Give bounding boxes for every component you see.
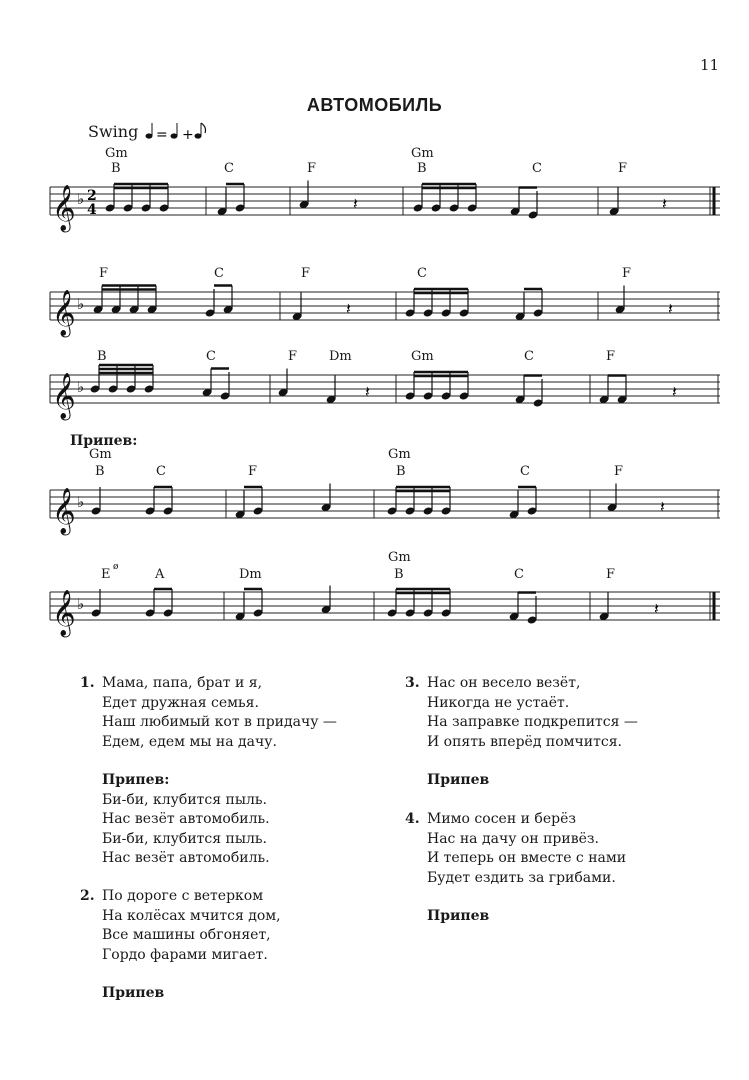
rest-icon: 𝄽 bbox=[353, 194, 358, 213]
chord-symbol: Gm bbox=[388, 447, 411, 462]
chord-symbol: F bbox=[618, 161, 628, 176]
chorus-heading: Припев: bbox=[102, 772, 170, 788]
chorus-line: Нас везёт автомобиль. bbox=[102, 850, 270, 866]
lyric-line: Никогда не устаёт. bbox=[427, 694, 570, 711]
chord-symbol: B bbox=[396, 464, 406, 479]
chorus-reference: Припев bbox=[427, 772, 490, 788]
chord-symbol: A bbox=[155, 567, 165, 582]
lyric-line: Едем, едем мы на дачу. bbox=[102, 733, 277, 750]
lyric-line: И опять вперёд помчится. bbox=[427, 733, 622, 750]
chorus-line: Нас везёт автомобиль. bbox=[102, 811, 270, 827]
chord-symbol: B bbox=[97, 349, 107, 364]
time-sig-bottom: 4 bbox=[87, 202, 97, 218]
lyric-line: На заправке подкрепится — bbox=[427, 714, 638, 730]
chorus-reference: Припев bbox=[102, 985, 165, 1001]
verse-3 bbox=[405, 674, 638, 791]
verse-2 bbox=[80, 887, 281, 1004]
rest-icon: 𝄽 bbox=[662, 194, 667, 213]
rest-icon: 𝄽 bbox=[365, 382, 370, 401]
chord-symbol: F bbox=[606, 567, 616, 582]
chord-symbol: F bbox=[614, 464, 624, 479]
chord-symbol: Gm bbox=[388, 550, 411, 565]
lyric-line: Нас на дачу он привёз. bbox=[427, 830, 599, 847]
rest-icon: 𝄽 bbox=[654, 599, 659, 618]
tempo-note-icon bbox=[146, 133, 153, 138]
tempo-plus: + bbox=[182, 127, 194, 143]
lyric-line: На колёсах мчится дом, bbox=[102, 907, 281, 924]
chord-symbol: C bbox=[156, 464, 166, 479]
rest-icon: 𝄽 bbox=[660, 497, 665, 516]
treble-clef-icon: 𝄞 bbox=[52, 590, 76, 636]
flat-sign-icon: ♭ bbox=[77, 595, 85, 613]
chord-symbol: C bbox=[532, 161, 542, 176]
lyric-line: Нас он весело везёт, bbox=[427, 675, 581, 691]
treble-clef-icon: 𝄞 bbox=[52, 290, 76, 336]
verse-number: 2. bbox=[80, 888, 95, 904]
chord-symbol: Gm bbox=[89, 447, 112, 462]
flat-sign-icon: ♭ bbox=[77, 378, 85, 396]
chorus-line: Би-би, клубится пыль. bbox=[102, 830, 267, 847]
chord-symbol: C bbox=[224, 161, 234, 176]
treble-clef-icon: 𝄞 bbox=[52, 185, 76, 231]
rest-icon: 𝄽 bbox=[672, 382, 677, 401]
lyric-line: По дороге с ветерком bbox=[102, 888, 264, 904]
page-number: 11 bbox=[700, 56, 720, 74]
lyric-line: И теперь он вместе с нами bbox=[427, 850, 627, 866]
verse-1 bbox=[80, 674, 337, 869]
chorus-reference: Припев bbox=[427, 908, 490, 924]
time-sig-top: 2 bbox=[87, 188, 97, 204]
lyric-line: Все машины обгоняет, bbox=[102, 927, 271, 943]
tempo-note-icon bbox=[195, 133, 202, 138]
chord-symbol: B bbox=[417, 161, 427, 176]
refrain-label: Припев: bbox=[70, 433, 138, 449]
half-diminished-icon: ø bbox=[113, 562, 119, 572]
chord-symbol: B bbox=[95, 464, 105, 479]
verse-number: 4. bbox=[405, 811, 420, 827]
chord-symbol: Dm bbox=[239, 567, 262, 582]
chord-symbol: F bbox=[622, 266, 632, 281]
lyric-line: Гордо фарами мигает. bbox=[102, 946, 268, 963]
lyric-line: Наш любимый кот в придачу — bbox=[102, 714, 337, 730]
tempo-equals: = bbox=[156, 127, 168, 143]
chord-symbol: F bbox=[606, 349, 616, 364]
lyric-line: Едет дружная семья. bbox=[102, 694, 259, 711]
chord-symbol: C bbox=[417, 266, 427, 281]
flat-sign-icon: ♭ bbox=[77, 493, 85, 511]
chord-symbol: F bbox=[301, 266, 311, 281]
chord-symbol: F bbox=[307, 161, 317, 176]
chord-symbol: Dm bbox=[329, 349, 352, 364]
chord-symbol: Gm bbox=[105, 146, 128, 161]
chord-symbol: C bbox=[206, 349, 216, 364]
rest-icon: 𝄽 bbox=[668, 299, 673, 318]
verse-number: 1. bbox=[80, 675, 95, 691]
chord-symbol: Gm bbox=[411, 146, 434, 161]
verse-4 bbox=[405, 810, 627, 927]
chord-symbol: C bbox=[514, 567, 524, 582]
chord-symbol: B bbox=[394, 567, 404, 582]
flat-sign-icon: ♭ bbox=[77, 190, 85, 208]
chord-symbol: C bbox=[214, 266, 224, 281]
chord-symbol: F bbox=[288, 349, 298, 364]
lyric-line: Будет ездить за грибами. bbox=[427, 869, 616, 886]
lyric-line: Мимо сосен и берёз bbox=[427, 811, 576, 827]
rest-icon: 𝄽 bbox=[346, 299, 351, 318]
treble-clef-icon: 𝄞 bbox=[52, 488, 76, 534]
notation-layer bbox=[50, 123, 720, 638]
chord-symbol: Gm bbox=[411, 349, 434, 364]
swing-text: Swing bbox=[88, 122, 139, 141]
chord-symbol: C bbox=[520, 464, 530, 479]
chord-symbol: B bbox=[111, 161, 121, 176]
flat-sign-icon: ♭ bbox=[77, 295, 85, 313]
flag bbox=[201, 123, 206, 133]
chord-symbol: F bbox=[99, 266, 109, 281]
treble-clef-icon: 𝄞 bbox=[52, 373, 76, 419]
lyric-line: Мама, папа, брат и я, bbox=[102, 675, 263, 691]
verse-number: 3. bbox=[405, 675, 420, 691]
chord-symbol: E bbox=[101, 567, 111, 582]
chorus-line: Би-би, клубится пыль. bbox=[102, 791, 267, 808]
chord-symbol: F bbox=[248, 464, 258, 479]
chord-symbol: C bbox=[524, 349, 534, 364]
song-title: АВТОМОБИЛЬ bbox=[306, 95, 443, 115]
tempo-note-icon bbox=[171, 133, 178, 138]
